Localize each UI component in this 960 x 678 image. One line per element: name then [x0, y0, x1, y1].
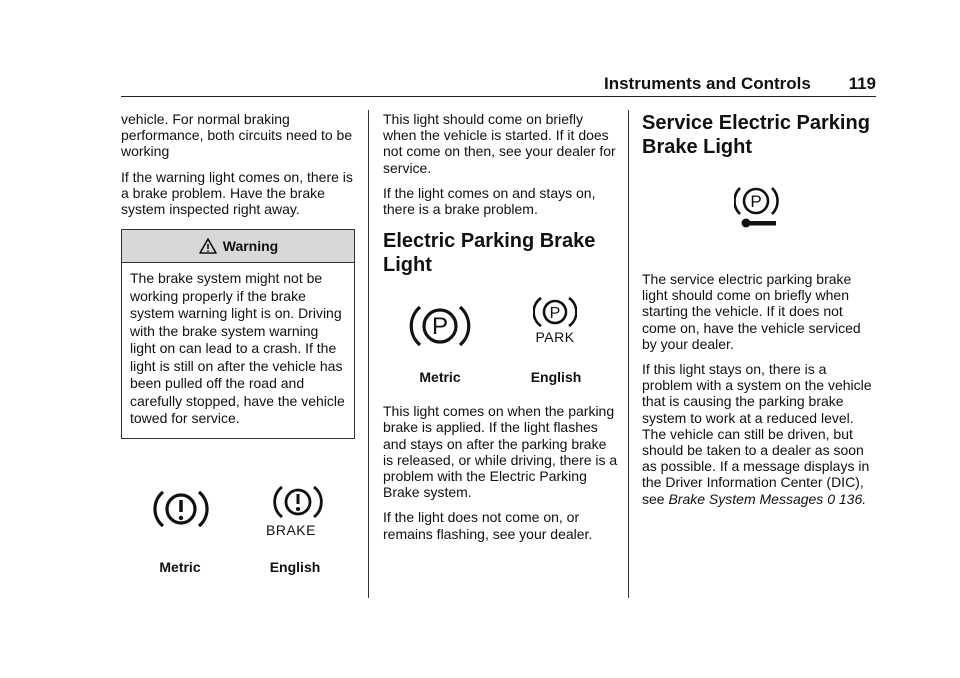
park-label: PARK — [535, 329, 575, 346]
section-title: Instruments and Controls — [604, 74, 811, 93]
paragraph: The service electric parking brake light should come on briefly when starting the vehicle. If it does not come on, have the vehicle serviced by your dealer. — [642, 271, 861, 352]
parking-brake-icons — [383, 285, 618, 403]
brake-icons — [121, 471, 356, 581]
column-3 — [642, 111, 877, 516]
column-divider-1 — [368, 110, 369, 598]
english-caption: English — [530, 369, 582, 386]
parking-english-p-letter: P — [549, 305, 561, 323]
parking-brake-english-icon — [533, 295, 577, 329]
column-1 — [121, 111, 356, 581]
column-2 — [383, 111, 618, 551]
column-divider-2 — [628, 110, 629, 598]
brake-english-label: BRAKE — [266, 521, 316, 538]
page-number: 119 — [848, 74, 876, 93]
warning-title: Warning — [222, 238, 279, 255]
page-header — [604, 74, 876, 94]
metric-caption: Metric — [159, 558, 201, 575]
paragraph-text: If this light stays on, there is a problem with a system on the vehicle that is causing the parking brake system to work at a reduced level. The vehicle can still be driven, but should be taken to a dealer as soon as possible. If a message displays in the Driver Information Center (DIC), see — [642, 361, 872, 507]
brake-warning-english-icon — [273, 483, 323, 521]
warning-body: The brake system might not be working properly if the brake system warning light is on. Driving with the brake system warning light on can lead to a crash. If the light is still on after the vehicle has been pulled off the road and carefully stopped, have the vehicle towed for service. — [130, 270, 345, 427]
section-heading: Electric Parking Brake Light — [383, 230, 596, 277]
metric-caption: Metric — [419, 369, 461, 386]
english-caption: English — [269, 558, 321, 575]
parking-brake-metric-icon — [409, 301, 471, 351]
paragraph: If the light comes on and stays on, there is a brake problem. — [383, 184, 596, 218]
section-heading: Service Electric Parking Brake Light — [642, 112, 870, 158]
cross-reference-link[interactable]: Brake System Messages — [668, 490, 824, 507]
paragraph: vehicle. For normal braking performance, both circuits need to be working — [121, 111, 353, 160]
warning-header — [122, 230, 354, 263]
warning-triangle-icon — [198, 237, 218, 255]
paragraph: This light comes on when the parking brake is applied. If the light flashes and stays on after the parking brake is released, or while driving, there is a problem with the Electric Parking Brake system. — [383, 403, 618, 501]
paragraph — [642, 361, 877, 507]
parking-p-letter: P — [431, 313, 449, 341]
service-parking-brake-icon-area — [642, 159, 877, 271]
warning-box — [121, 229, 355, 439]
paragraph: If the light does not come on, or remains flashing, see your dealer. — [383, 509, 593, 542]
header-rule — [121, 96, 876, 97]
page-reference-icon: 0 — [827, 490, 835, 507]
service-parking-brake-icon — [734, 183, 782, 231]
service-p-letter: P — [750, 192, 762, 211]
page-reference-number[interactable]: 136. — [838, 490, 867, 507]
paragraph: This light should come on briefly when the vehicle is started. If it does not come on then, see your dealer for service. — [383, 111, 616, 176]
paragraph: If the warning light comes on, there is a brake problem. Have the brake system inspected right away. — [121, 168, 353, 218]
brake-warning-metric-icon — [153, 487, 209, 531]
